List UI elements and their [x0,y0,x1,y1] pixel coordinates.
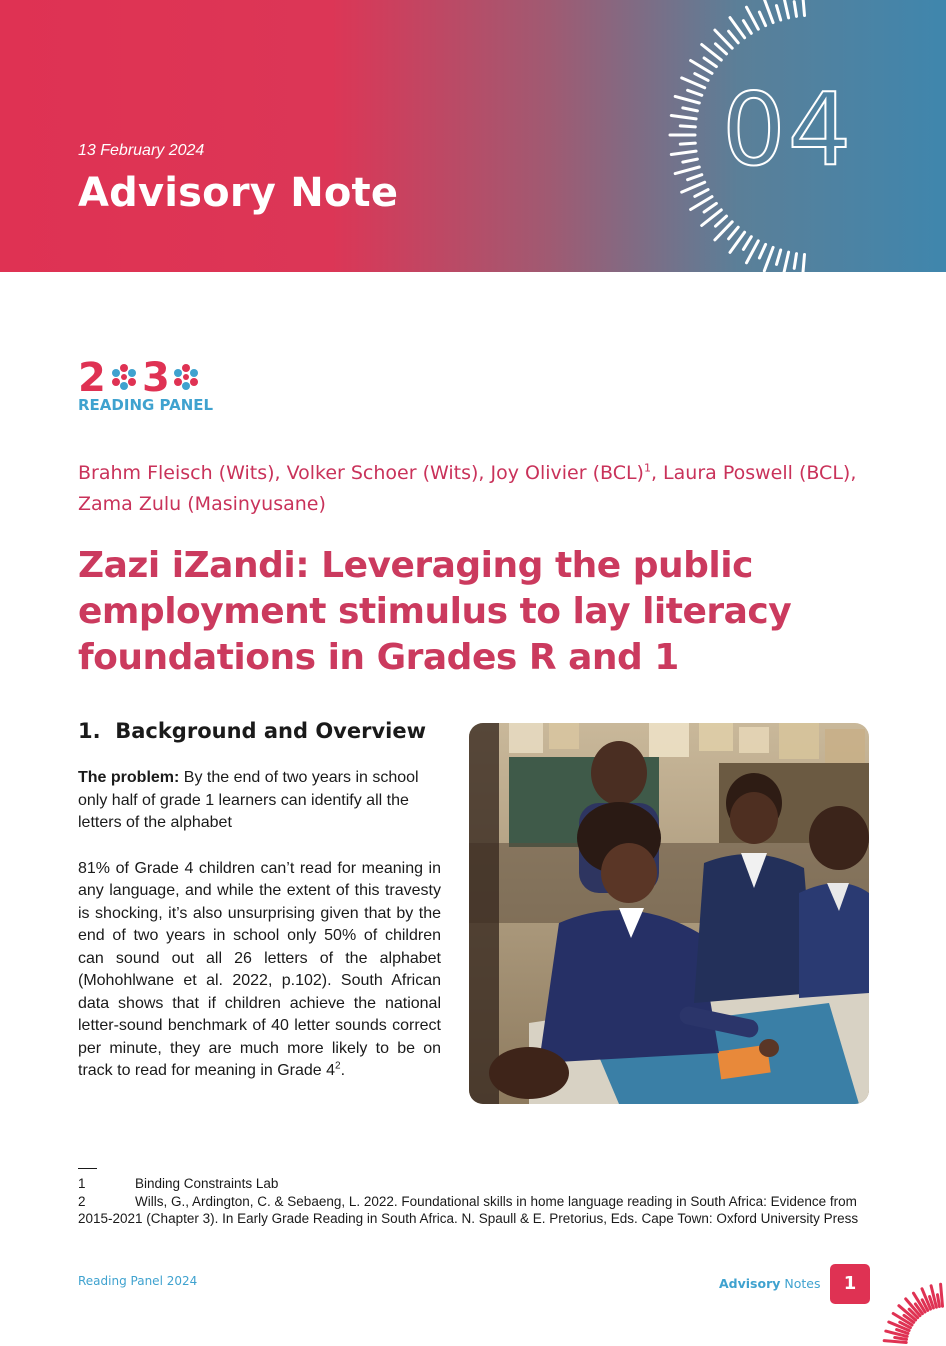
sunburst-ray [704,58,716,67]
section-heading [78,719,426,743]
document-type-title: Advisory Note [78,170,399,216]
sunburst-ray [764,0,773,23]
sunburst-ray [802,0,804,16]
reading-panel-logo [78,357,228,417]
sunburst-ray [729,31,739,43]
sunburst-ray [680,126,695,127]
sunburst-ray [695,190,708,197]
footnote-1: 1 Binding Constraints Lab [78,1176,279,1191]
publication-date: 13 February 2024 [78,142,205,159]
logo-subtitle: READING PANEL [78,396,214,414]
sunburst-ray [759,244,765,258]
logo-flower-icon [174,364,198,390]
sunburst-ray [777,250,781,264]
sunburst-ray [777,6,781,20]
sunburst-ray [683,159,698,162]
sunburst-ray [688,90,702,95]
sunburst-ray [671,116,696,119]
sunburst-ray [688,175,702,180]
classroom-photo-illustration [469,723,869,1104]
sunburst-ray [743,237,751,250]
footer-publisher: Reading Panel 2024 [78,1274,198,1288]
section-number: 1. [78,719,101,743]
document-title: Zazi iZandi: Leveraging the public employment stimulus to lay literacy foundations in Grades R and 1 [78,545,792,678]
sunburst-ray [783,252,789,272]
logo-digit-3: 3 [142,357,170,397]
sunburst-ray [682,78,705,88]
author-line-2: Zama Zulu (Masinyusane) [78,493,326,515]
header-banner [0,0,946,272]
sunburst-ray [695,74,708,81]
section-title: Background and Overview [115,719,427,743]
footnote-separator [78,1168,97,1169]
logo-flower-icon [112,364,136,390]
sunburst-ray [716,44,727,54]
corner-sunburst-graphic [876,1250,946,1346]
author-list [78,458,878,520]
footnote-2: 2 Wills, G., Ardington, C. & Sebaeng, L. 2022. Foundational skills in home language reading in South Africa: Evidence from 2015-2021 (Chapter 3). In Early Grade Reading in South Africa. N. Spaull & E. Pretorius, Eds. Cape Town: Oxford University Press [78,1193,859,1226]
footer-series: Advisory Notes [719,1276,821,1291]
problem-label: The problem: [78,769,180,786]
sunburst-ray [759,12,765,26]
sunburst-ray [783,0,789,18]
sunburst-ray [941,1284,943,1306]
issue-number: 04 [722,71,854,188]
sunburst-ray [794,2,796,17]
sunburst-ray [764,247,773,271]
sunburst-ray [683,108,698,111]
sunburst-ray [704,203,716,212]
sunburst-ray [675,96,699,103]
page-number: 1 [830,1264,870,1304]
sunburst-ray [682,182,705,192]
footnote-ref-2: 2 [335,1060,341,1072]
sunburst-ray [716,216,727,226]
logo-digit-2: 2 [78,357,106,397]
sunburst-ray [938,1295,940,1307]
author-line-1: Brahm Fleisch (Wits), Volker Schoer (Wits), Joy Olivier (BCL)$^1$, Laura Poswell (BCL), [78,461,857,484]
sunburst-ray [680,143,695,144]
sunburst-ray [729,227,739,239]
footnote-ref-1: 1 [643,461,651,475]
body-column [78,767,441,1083]
sunburst-ray [675,167,699,174]
sunburst-ray [794,254,796,269]
problem-statement [78,767,441,835]
body-paragraph: 81% of Grade 4 children can’t read for meaning in any language, and while the extent of this travesty is shocking, it’s also unsurprising given that by the end of two years in school only 50% of children can sound out all 26 letters of the alphabet (Mohohlwane et al. 2022, p.102). South African data shows that if children achieve the national letter-sound benchmark of 40 letter sounds correct per minute, they are much more likely to be on track to read for meaning in Grade $4^2$. [78,859,441,1079]
problem-text: By the end of two years in school only half of grade 1 learners can identify all the letters of the alphabet [78,769,419,831]
sunburst-ray [743,21,751,34]
footnotes [78,1175,873,1228]
classroom-photo [469,723,869,1104]
sunburst-ray [884,1341,906,1343]
logo-graphic [78,357,228,397]
sunburst-ray [895,1338,907,1340]
sunburst-ray [802,255,804,273]
sunburst-ray [671,151,696,154]
